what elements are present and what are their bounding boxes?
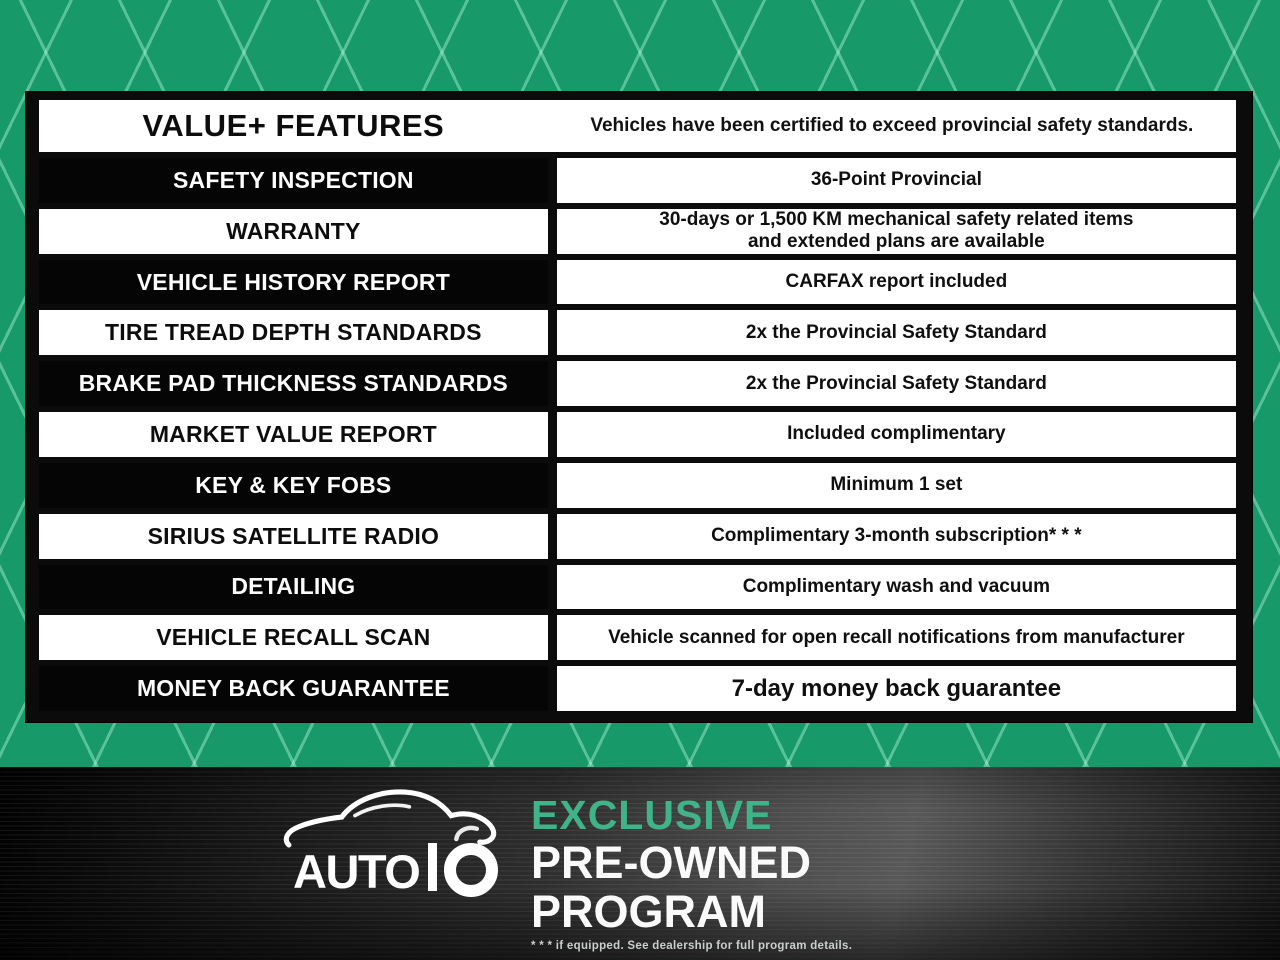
feature-value-text: Included complimentary: [787, 423, 1006, 445]
feature-name: VEHICLE RECALL SCAN: [39, 615, 548, 660]
program-line-1: PRE-OWNED: [531, 837, 811, 888]
table-subtitle: Vehicles have been certified to exceed provincial safety standards.: [590, 115, 1194, 136]
row-market-value-report: [39, 412, 1236, 457]
feature-value: [557, 565, 1236, 610]
feature-value: [557, 310, 1236, 355]
feature-value-text: 36-Point Provincial: [810, 169, 982, 191]
logo-letter-i-bar: [428, 843, 437, 891]
program-headline: [531, 792, 853, 953]
feature-name: KEY & KEY FOBS: [39, 463, 548, 508]
feature-name: WARRANTY: [39, 209, 548, 254]
row-brake-pad-thickness-standards: [39, 361, 1236, 406]
table-title: VALUE+ FEATURES: [142, 108, 445, 143]
feature-name: SIRIUS SATELLITE RADIO: [39, 514, 548, 559]
logo-auto-text: AUTO: [293, 845, 420, 899]
feature-value: [557, 463, 1236, 508]
feature-name: BRAKE PAD THICKNESS STANDARDS: [39, 361, 548, 406]
feature-value: [557, 615, 1236, 660]
row-warranty: [39, 209, 1236, 254]
feature-name: MARKET VALUE REPORT: [39, 412, 548, 457]
feature-value: [557, 514, 1236, 559]
feature-value-text: CARFAX report included: [785, 271, 1008, 293]
feature-name: SAFETY INSPECTION: [39, 158, 548, 203]
row-vehicle-history-report: [39, 260, 1236, 305]
program-disclaimer: * * * if equipped. See dealership for full program details.: [531, 940, 853, 952]
feature-name: DETAILING: [39, 565, 548, 610]
feature-name: MONEY BACK GUARANTEE: [39, 666, 548, 711]
row-vehicle-recall-scan: [39, 615, 1236, 660]
autoiq-logo: [283, 785, 518, 930]
exclusive-label: EXCLUSIVE: [531, 792, 773, 838]
table-header-row: [39, 100, 1236, 152]
feature-name: VEHICLE HISTORY REPORT: [39, 260, 548, 305]
feature-value: [557, 260, 1236, 305]
row-sirius-satellite-radio: [39, 514, 1236, 559]
value-features-table: [25, 91, 1253, 723]
row-key-and-key-fobs: [39, 463, 1236, 508]
row-money-back-guarantee: [39, 666, 1236, 711]
row-tire-tread-depth-standards: [39, 310, 1236, 355]
feature-value: [557, 361, 1236, 406]
feature-value-text: 30-days or 1,500 KM mechanical safety related items and extended plans are available: [659, 209, 1134, 253]
table-header-title-cell: [39, 100, 548, 152]
feature-value-text: Complimentary 3-month subscription* * *: [711, 525, 1082, 547]
logo-letter-q-ring: [444, 843, 498, 897]
bottom-brand-banner: [0, 767, 1280, 960]
feature-value-text: Vehicle scanned for open recall notifications from manufacturer: [608, 626, 1185, 648]
table-header-subtitle-cell: [548, 100, 1236, 152]
feature-value-text: 2x the Provincial Safety Standard: [745, 321, 1047, 343]
feature-value: [557, 158, 1236, 203]
autoiq-wordmark: [293, 837, 498, 899]
feature-value-text: Complimentary wash and vacuum: [742, 575, 1050, 597]
feature-value-text: 2x the Provincial Safety Standard: [745, 372, 1047, 394]
program-line-2: PROGRAM: [531, 886, 766, 937]
row-detailing: [39, 565, 1236, 610]
feature-value-text: 7-day money back guarantee: [731, 674, 1062, 702]
feature-value: [557, 666, 1236, 711]
feature-value: [557, 209, 1236, 254]
feature-value: [557, 412, 1236, 457]
row-safety-inspection: [39, 158, 1236, 203]
feature-value-text: Minimum 1 set: [830, 474, 963, 496]
feature-name: TIRE TREAD DEPTH STANDARDS: [39, 310, 548, 355]
